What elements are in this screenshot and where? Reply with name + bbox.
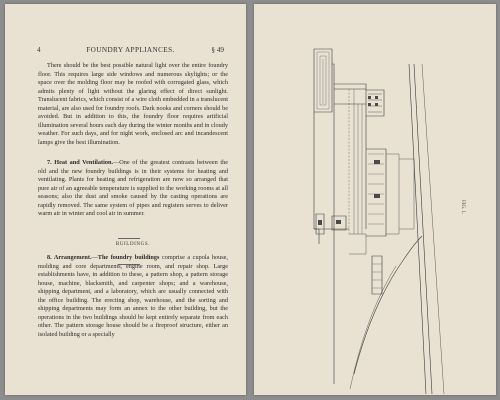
divider-rule-top — [118, 238, 140, 239]
section-heading-heat-ventilation: 7. Heat and Ventilation. — [47, 159, 114, 166]
paragraph-heat-ventilation-body — [38, 159, 228, 219]
section-heading-arrangement: 8. Arrangement. — [47, 254, 92, 261]
arrangement-lead-phrase: The foundry buildings — [97, 254, 160, 261]
right-page — [254, 4, 496, 395]
plan-siding-curve — [354, 236, 422, 374]
page-number: 4 — [37, 46, 41, 54]
section-reference: § 49 — [211, 46, 224, 54]
paragraph-arrangement-text: comprise a cupola house, molding and core departments, engine room, and repair shop. Large establishments have, in addition to these, a pattern shop, a pattern storage house, machine, blacksmith, and carpenter shops; and a warehouse, shipping department, and a laboratory, which are usually connected with the office building. The erecting shop, warehouse, and the sorting and shipping departments may form an annex to the other building, but the operations in the two buildings should be kept entirely separate from each other. The pattern storage house should be a fireproof structure, either an isolated building or a specially — [38, 254, 228, 338]
plan-railway-track-b — [414, 64, 432, 394]
subheading-buildings: BUILDINGS. — [115, 242, 151, 247]
paragraph-heat-ventilation — [38, 159, 228, 219]
running-head — [37, 46, 224, 58]
left-page — [5, 4, 246, 395]
paragraph-lighting-text: There should be the best possible natural light over the entire foundry floor. This requires large side windows and numerous skylights; or the space over the molding floor may be roofed with corrugated glass, which admits plenty of light without the glaring effect of direct sunlight. Translucent fabrics, which consist of a wire cloth embedded in a translucent material, are also used for foundry roofs. Dark nooks and corners should be avoided. But in addition to this, the foundry floor requires artificial illumination several hours each day during the winter months and in cloudy weather. For such days, and for night work, enclosed arc and incandescent lamps give the best illumination. — [38, 62, 228, 146]
paragraph-lighting — [38, 62, 228, 147]
paragraph-arrangement — [38, 254, 228, 339]
paragraph-heat-ventilation-text: —One of the greatest contrasts between the old and the new foundry buildings is in their systems for heating and ventilating. Plants for heating and refrigeration are now so arranged that pure air of an agreeable temperature is supplied to the working rooms at all seasons; also the dust and smoke caused by the casting operations are rapidly removed. The same system of pipes and registers serves to deliver warm air in winter and cool air in summer. — [38, 159, 228, 218]
paragraph-arrangement-body: 8. Arrangement.—The foundry buildings comprise a cupola house, molding and core departments, engine room, and repair shop. Large establishments have, in addition to these, a pattern shop, a pattern storage house, machine, blacksmith, and carpenter shops; and a warehouse, shipping department, and a laboratory, which are usually connected with the office building. The erecting shop, warehouse, and the sorting and shipping departments may form an annex to the other building, but the operations in the two buildings should be kept entirely separate from each other. The pattern storage house should be a fireproof structure, either an isolated building or a specially — [38, 254, 228, 338]
plan-shed — [372, 256, 382, 294]
plan-shop-block — [334, 84, 366, 104]
figure-label: FIG. 1. — [460, 200, 465, 215]
running-title: FOUNDRY APPLIANCES. — [86, 46, 175, 54]
